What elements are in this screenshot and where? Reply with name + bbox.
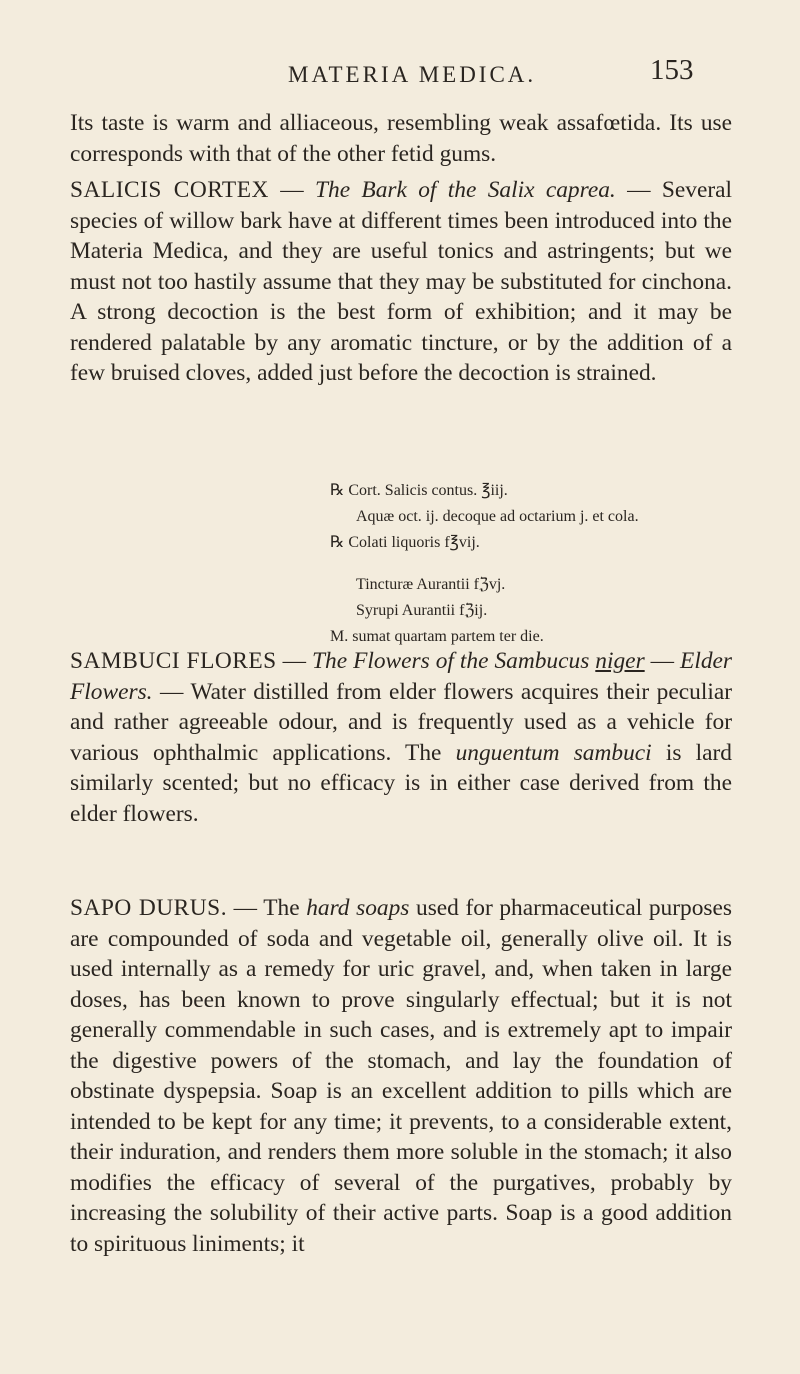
paragraph-text [70,893,732,1259]
recipe-line: ℞ Cort. Salicis contus. ℥iij. [330,482,508,499]
dash: — [276,648,313,674]
entry-heading-salicis: SALICIS CORTEX [70,177,269,203]
entry-body-sapo: used for pharmaceutical purposes are compounded of soda and vegetable oil, generally olive oil. It is used internally as a remedy for uric gravel, and, when taken in large doses, has been known to prove singularly effectual; but it is not generally commendable in such cases, and is extremely apt to impair the digestive powers of the stomach, and lay the foundation of obstinate dyspepsia. Soap is an excellent addition to pills which are intended to be kept for any time; it prevents, to a considerable extent, their induration, and renders them more soluble in the stomach; it also modifies the efficacy of several of the purgatives, probably by increasing the solubility of their active parts. Soap is a good addition to spirituous liniments; it [70,895,732,1257]
paragraph-salicis [70,175,732,389]
recipe-line: Tincturæ Aurantii fℨvj. [356,576,506,593]
unguentum-sambuci: unguentum sambuci [455,739,652,766]
dash: — [644,648,681,674]
paragraph-assafoetida [70,108,732,169]
paragraph-sambuci [70,646,732,829]
dash: — [268,177,315,203]
english-name-sambuci: Elder Flowers. [70,648,732,705]
recipe-line: Syrupi Aurantii fℨij. [356,602,488,619]
recipe-line: ℞ Colati liquoris f℥vij. [330,534,480,551]
paragraph-sapo [70,893,732,1259]
entry-heading-sapo: SAPO DURUS. [70,895,228,921]
latin-name-sambuci: The Flowers of the Sambucus [312,648,590,674]
paragraph-text: Its taste is warm and alliaceous, resembling weak assafœtida. Its use corresponds with that of the other fetid gums. [70,110,732,167]
recipe-line: M. sumat quartam partem ter die. [330,628,544,645]
running-head: MATERIA MEDICA. [288,62,537,87]
page-number: 153 [650,54,694,86]
paragraph-text [70,175,732,389]
latin-name-niger: niger [595,648,645,674]
latin-name-salicis: The Bark of the Salix caprea. [314,177,616,203]
entry-heading-sambuci: SAMBUCI FLORES [70,648,277,674]
page-header [0,52,800,92]
entry-body-sambuci: — Water distilled from elder flowers acquires their peculiar and rather agreeable odour, and is frequently used as a vehicle for various ophthalmic applications. The [70,678,732,766]
hard-soaps: hard soaps [306,895,410,921]
paragraph-text [70,646,732,829]
recipe-line: Aquæ oct. ij. decoque ad octarium j. et cola. [356,508,639,525]
dash: — The [227,895,307,921]
entry-body-sambuci-2: is lard similarly scented; but no efficacy is in either case derived from the elder flowers. [70,739,732,827]
entry-body-salicis: — Several species of willow bark have at different times been introduced into the Materia Medica, and they are useful tonics and astringents; but we must not too hastily assume that they may be substituted for cinchona. A strong decoction is the best form of exhibition; and it may be rendered palatable by any aromatic tincture, or by the addition of a few bruised cloves, added just before the decoction is strained. [70,177,732,386]
